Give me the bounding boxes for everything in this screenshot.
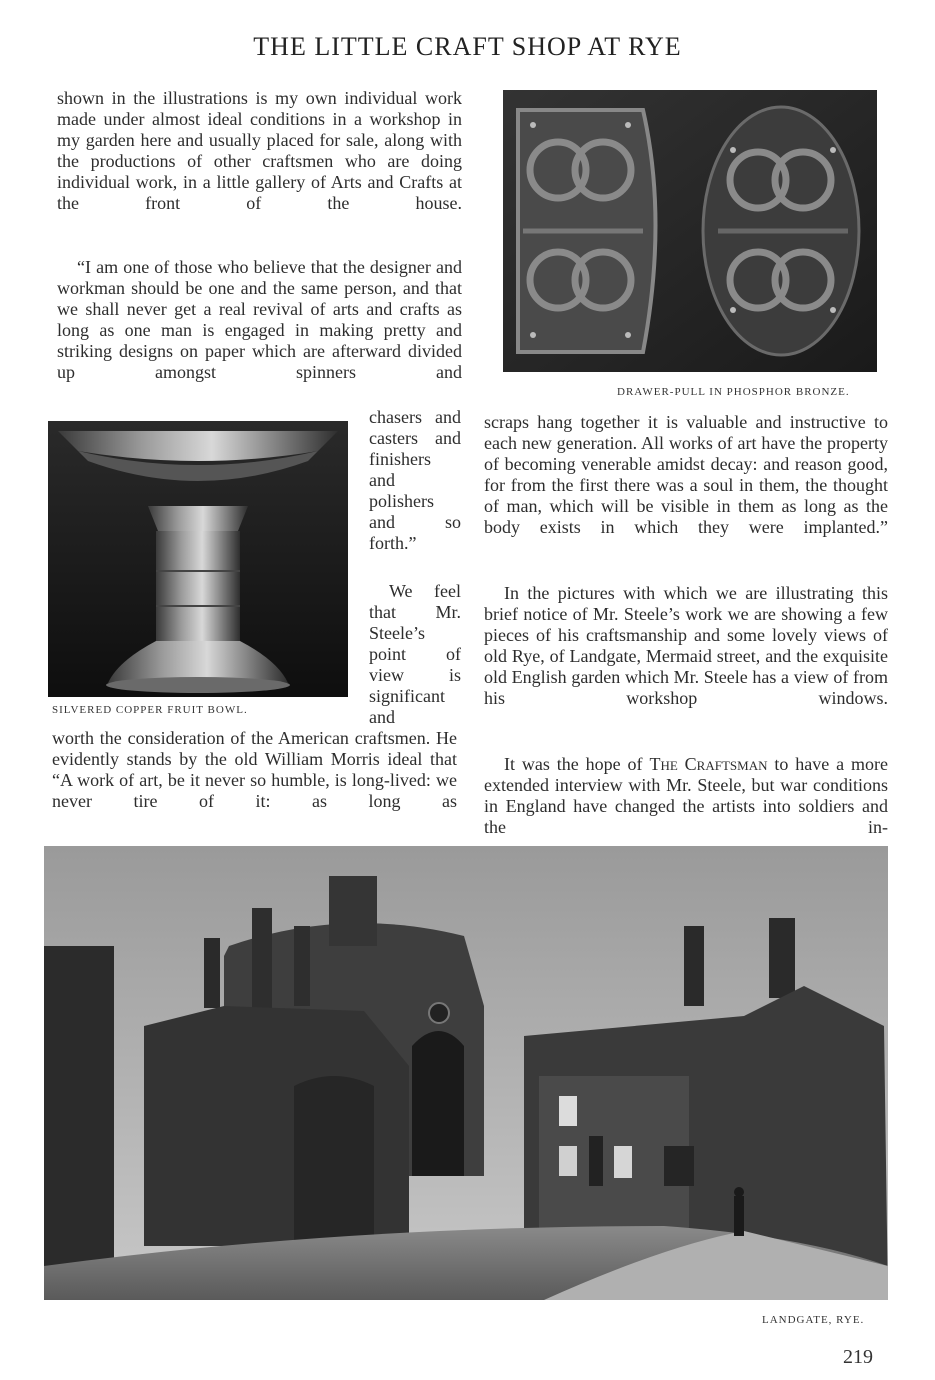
right-paragraph-1: scraps hang together it is valuable and instructive to each new generation. All works of art have the property of becoming venerable amidst decay: and reason good, for from the first there was a soul in them, the thought of man, which will be visible in them as long as the body exists in which they were implanted.” [484,412,888,537]
magazine-name: The Craftsman [649,754,768,774]
landgate-photo [44,846,888,1300]
fruit-bowl-photo [48,421,348,697]
left-paragraph-2: “I am one of those who believe that the designer and workman should be one and the same person, and that we shall never get a real revival of arts and crafts as long as one man is engaged in making pretty and striking designs on paper which are afterward divided up amongst spinners and [57,257,462,382]
right-paragraph-3-start: It was the hope of [504,754,643,774]
landgate-caption: LANDGATE, RYE. [762,1314,865,1326]
page-title: THE LITTLE CRAFT SHOP AT RYE [253,32,682,61]
landgate-image [44,846,888,1300]
right-paragraph-2: In the pictures with which we are illustrating this brief notice of Mr. Steele’s work we are showing a few pieces of his craftsmanship and some lovely views of old Rye, of Landgate, Mermaid street, and the exquisite old English garden which Mr. Steele has a view of from his workshop windows. [484,583,888,708]
drawer-pull-image [503,90,877,372]
fruit-bowl-image [48,421,348,697]
fruit-bowl-caption: SILVERED COPPER FRUIT BOWL. [52,704,248,716]
right-paragraph-3 [484,754,888,838]
page-number: 219 [843,1346,873,1368]
left-paragraph-1: shown in the illustrations is my own individual work made under almost ideal conditions in a workshop in my garden here and usually placed for sale, along with the productions of other craftsmen who are doing individual work, in a little gallery of Arts and Crafts at the front of the house. [57,88,462,213]
left-wrap-text-2: We feel that Mr. Steele’s point of view is significant and [369,581,461,727]
right-paragraph-3-end: to have a more extended interview with Mr. Steele, but war conditions in England have changed the artists into soldiers and the in- [484,754,889,837]
drawer-pull-photo [503,90,877,372]
drawer-pull-caption: DRAWER-PULL IN PHOSPHOR BRONZE. [617,386,850,398]
left-wrap-text-1: chasers and casters and finishers and polishers and so forth.” [369,407,461,553]
left-paragraph-3: worth the consideration of the American craftsmen. He evidently stands by the old William Morris ideal that “A work of art, be it never so humble, is long-lived: we never tire of it: as long as [52,728,457,811]
